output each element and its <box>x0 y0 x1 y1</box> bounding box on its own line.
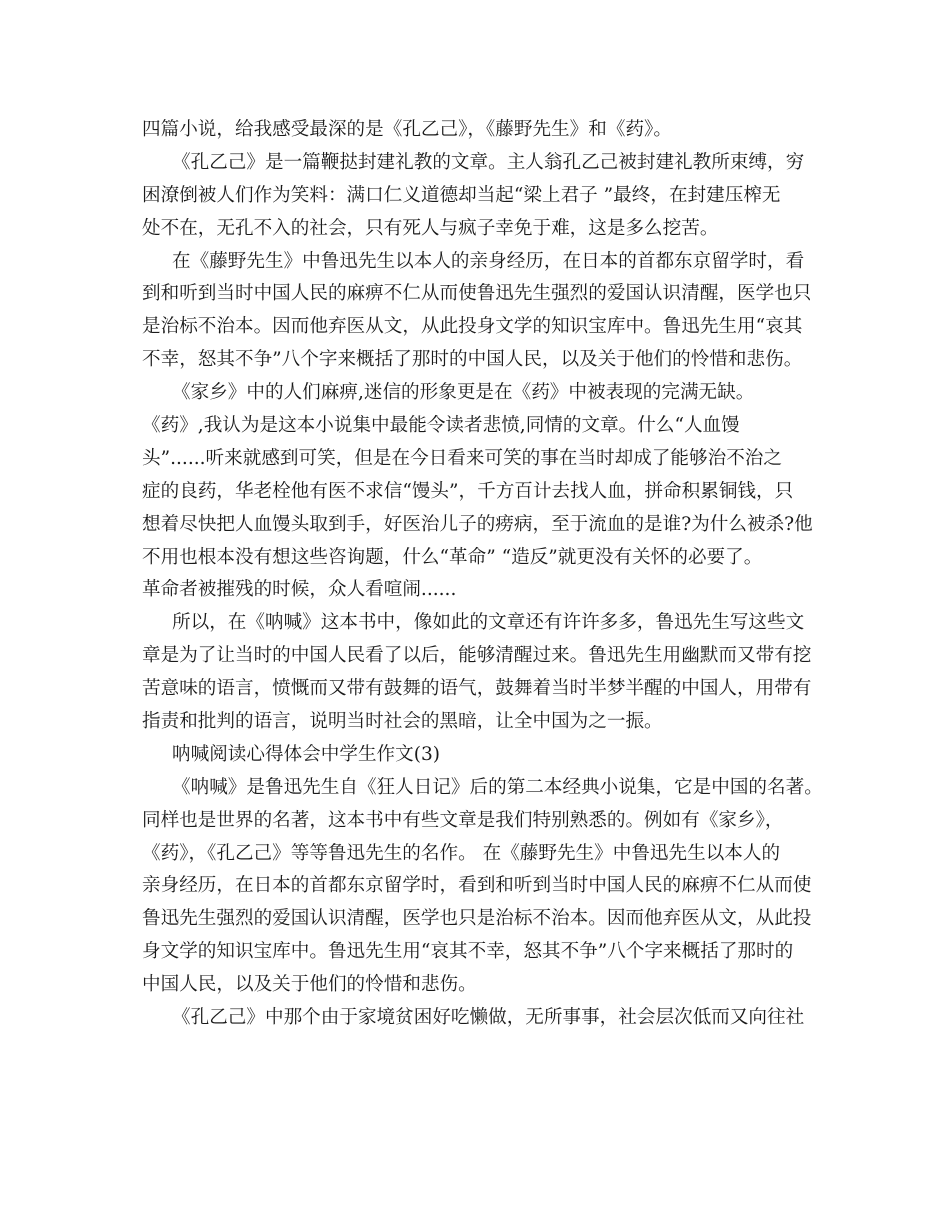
text-line: 处不在，无孔不入的社会，只有死人与疯子幸免于难，这是多么挖苦。 <box>142 217 719 239</box>
text-line: 《孔乙己》中那个由于家境贫困好吃懒做，无所事事，社会层次低而又向往社 <box>172 1007 805 1029</box>
text-line: 四篇小说，给我感受最深的是《孔乙己》，《藤野先生》和《药》。 <box>142 119 672 140</box>
text-line: 革命者被摧残的时候，众人看喧闹...... <box>142 579 457 601</box>
document-body <box>142 114 827 1035</box>
text-line: 头”......听来就感到可笑，但是在今日看来可笑的事在当时却成了能够治不治之 <box>142 447 782 469</box>
text-line: 《孔乙己》是一篇鞭挞封建礼教的文章。主人翁孔乙己被封建礼教所束缚，穷 <box>172 151 805 173</box>
text-line: 是治标不治本。因而他弃医从文，从此投身文学的知识宝库中。鲁迅先生用“哀其 <box>142 316 803 338</box>
text-line: 身文学的知识宝库中。鲁迅先生用“哀其不幸，怒其不争”八个字来概括了那时的 <box>142 941 794 963</box>
text-line: 想着尽快把人血馒头取到手，好医治儿子的痨病，至于流血的是谁?为什么被杀?他 <box>142 513 813 535</box>
text-line: 不用也根本没有想这些咨询题，什么“革命” “造反”就更没有关怀的必要了。 <box>142 546 763 568</box>
text-line: 《呐喊》是鲁迅先生自《狂人日记》后的第二本经典小说集，它是中国的名著。 <box>172 776 823 798</box>
text-line: 鲁迅先生强烈的爱国认识清醒，医学也只是治标不治本。因而他弃医从文，从此投 <box>142 908 812 930</box>
text-line: 亲身经历，在日本的首都东京留学时，看到和听到当时中国人民的麻痹不仁从而使 <box>142 875 812 897</box>
text-line: 同样也是世界的名著，这本书中有些文章是我们特别熟悉的。例如有《家乡》， <box>142 809 784 831</box>
text-line: 《药》，《孔乙己》等等鲁迅先生的名作。 在《藤野先生》中鲁迅先生以本人的 <box>142 842 781 864</box>
text-line: 《家乡》中的人们麻痹,迷信的形象更是在《药》中被表现的完满无缺。 <box>172 382 755 404</box>
text-line: 症的良药，华老栓他有医不求信“馒头”，千方百计去找人血，拼命积累铜钱，只 <box>142 480 794 502</box>
text-line: 章是为了让当时的中国人民看了以后，能够清醒过来。鲁迅先生用幽默而又带有挖 <box>142 645 812 667</box>
text-line: 所以，在《呐喊》这本书中，像如此的文章还有许许多多，鲁迅先生写这些文 <box>172 612 805 634</box>
text-line: 到和听到当时中国人民的麻痹不仁从而使鲁迅先生强烈的爱国认识清醒，医学也只 <box>142 283 812 305</box>
text-line: 苦意味的语言，愤慨而又带有鼓舞的语气，鼓舞着当时半梦半醒的中国人，用带有 <box>142 678 812 700</box>
text-line: 不幸，怒其不争”八个字来概括了那时的中国人民，以及关于他们的怜惜和悲伤。 <box>142 349 803 371</box>
text-line: 《药》,我认为是这本小说集中最能令读者悲愤,同情的文章。什么“人血馒 <box>142 415 740 437</box>
section-heading: 呐喊阅读心得体会中学生作文(3) <box>172 743 441 765</box>
text-line: 指责和批判的语言，说明当时社会的黑暗，让全中国为之一振。 <box>142 711 663 733</box>
text-line: 中国人民，以及关于他们的怜惜和悲伤。 <box>142 974 477 996</box>
text-line: 在《藤野先生》中鲁迅先生以本人的亲身经历，在日本的首都东京留学时，看 <box>172 250 805 272</box>
text-line: 困潦倒被人们作为笑料：满口仁义道德却当起“梁上君子 ”最终，在封建压榨无 <box>142 184 781 206</box>
